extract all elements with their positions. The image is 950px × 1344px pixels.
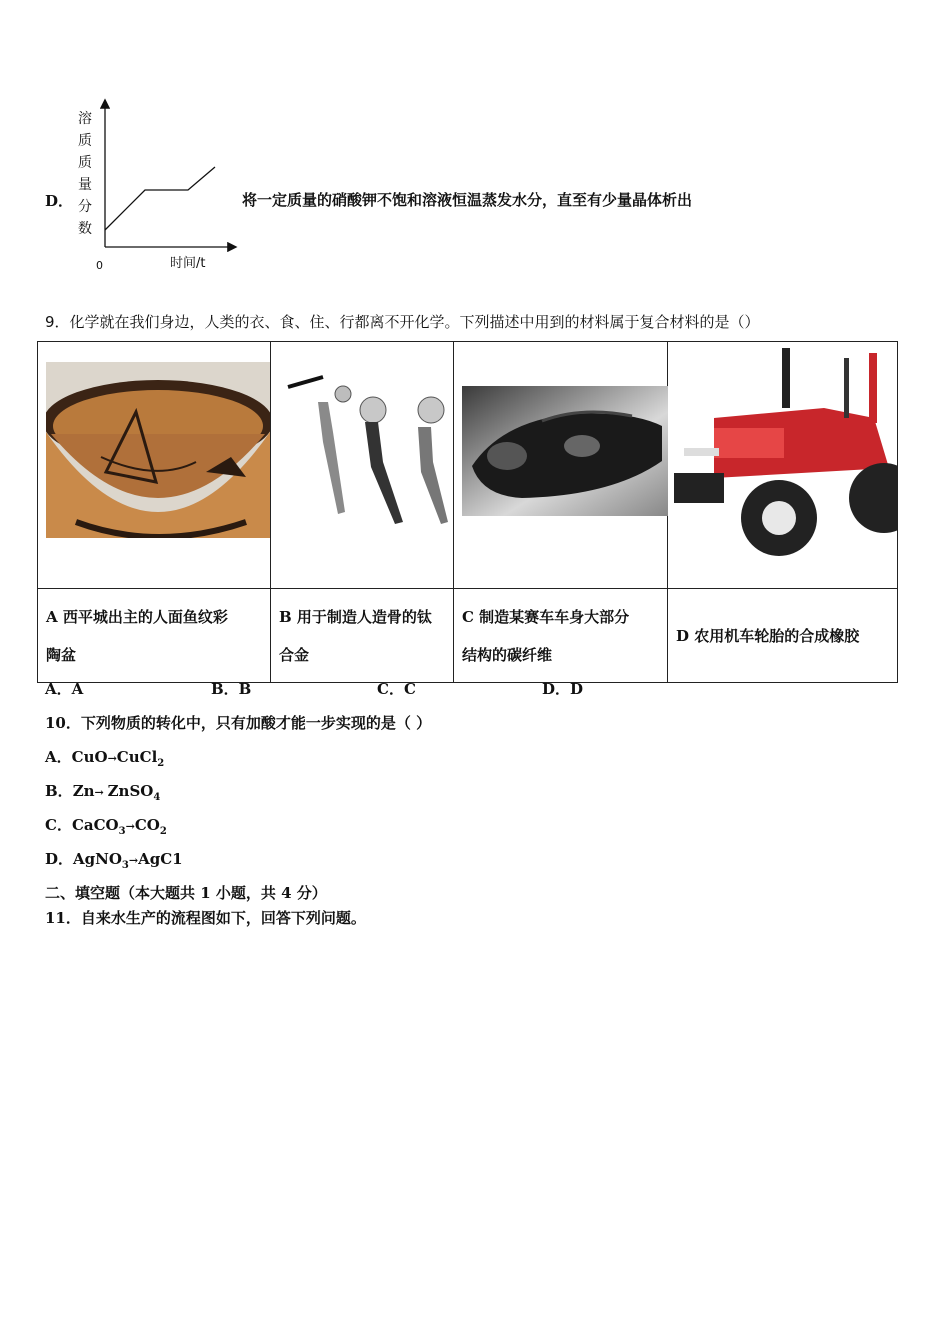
- caption-a: [38, 589, 271, 683]
- q10-a-to: CuCl: [116, 748, 158, 766]
- red-tractor-image: [674, 348, 898, 558]
- caption-c: [454, 589, 668, 683]
- q10-option-c[interactable]: [45, 814, 167, 837]
- q10-a-from: CuO: [71, 748, 108, 766]
- q10-c-from: CaCO: [71, 816, 119, 834]
- y-axis-label-char: 分: [78, 199, 92, 215]
- caption-c-line2: 结构的碳纤维: [462, 645, 553, 664]
- q10-b-to: ZnSO: [107, 782, 154, 800]
- caption-d: [668, 589, 898, 683]
- q10-a-to-sub: 2: [157, 758, 165, 769]
- q10-b-to-sub: 4: [153, 792, 161, 803]
- y-axis-label-char: 溶: [78, 111, 92, 127]
- caption-a-line2: 陶盆: [46, 645, 77, 664]
- cell-image-d: [668, 342, 898, 589]
- caption-b-line2: 合金: [279, 645, 310, 664]
- question-10-stem: 10．下列物质的转化中，只有加酸才能一步实现的是（ ）: [45, 714, 432, 732]
- q10-option-b[interactable]: [45, 780, 160, 803]
- caption-b: [271, 589, 454, 683]
- q10-a-prefix: A．: [45, 748, 72, 766]
- q10-c-prefix: C．: [45, 816, 72, 834]
- answer-a[interactable]: A．A: [45, 680, 84, 698]
- q10-b-from: Zn: [72, 782, 95, 800]
- solute-fraction-graph: [70, 95, 240, 275]
- graph-curve: [105, 167, 215, 230]
- cell-image-a: [38, 342, 271, 589]
- q10-option-d[interactable]: [45, 848, 183, 871]
- origin-label: 0: [96, 259, 103, 272]
- q10-d-arrow: →: [128, 854, 139, 867]
- answer-b[interactable]: B．B: [211, 680, 252, 698]
- q10-d-to: AgC1: [138, 850, 183, 868]
- q10-b-prefix: B．: [45, 782, 73, 800]
- q10-c-arrow: →: [125, 820, 135, 833]
- cell-image-c: [454, 342, 668, 589]
- q10-a-arrow: →: [107, 752, 117, 765]
- caption-a-line1: A 西平城出主的人面鱼纹彩: [46, 607, 228, 626]
- q10-b-arrow: →: [94, 786, 108, 799]
- y-axis-label-char: 数: [78, 221, 92, 237]
- material-table: [37, 341, 898, 683]
- y-axis-label-char: 量: [78, 177, 92, 193]
- option-d-text: 将一定质量的硝酸钾不饱和溶液恒温蒸发水分，直至有少量晶体析出: [242, 191, 693, 209]
- q10-c-from-sub: 3: [118, 826, 126, 837]
- caption-d-line1: D 农用机车轮胎的合成橡胶: [676, 626, 860, 645]
- answer-c[interactable]: C．C: [377, 680, 416, 698]
- q10-d-prefix: D．: [45, 850, 74, 868]
- caption-c-line1: C 制造某赛车车身大部分: [462, 607, 630, 626]
- y-axis-label-char: 质: [78, 133, 92, 149]
- y-axis-label: [78, 110, 92, 237]
- section-2-title: 二、填空题（本大题共 1 小题，共 4 分）: [45, 884, 327, 902]
- q10-c-to: CO: [134, 816, 160, 834]
- answer-d[interactable]: D．D: [542, 680, 584, 698]
- q10-d-from-sub: 3: [121, 860, 129, 871]
- question-9-answers: [45, 678, 745, 698]
- q10-c-to-sub: 2: [159, 826, 167, 837]
- caption-b-line1: B 用于制造人造骨的钛: [279, 607, 432, 626]
- titanium-hip-implants-image: [283, 372, 453, 532]
- x-axis-label: 时间/t: [170, 256, 206, 271]
- question-9-stem: 9．化学就在我们身边，人类的衣、食、住、行都离不开化学。下列描述中用到的材料属于复合材料的是（）: [45, 313, 760, 331]
- q10-option-a[interactable]: [45, 746, 164, 769]
- y-axis-label-char: 质: [78, 155, 92, 171]
- question-11-stem: 11．自来水生产的流程图如下，回答下列问题。: [45, 909, 366, 927]
- carbon-fiber-car-body-image: [462, 386, 668, 516]
- cell-image-b: [271, 342, 454, 589]
- option-d-label: D．: [45, 192, 74, 210]
- q10-d-from: AgNO: [73, 850, 122, 868]
- painted-pottery-bowl-image: [46, 362, 270, 538]
